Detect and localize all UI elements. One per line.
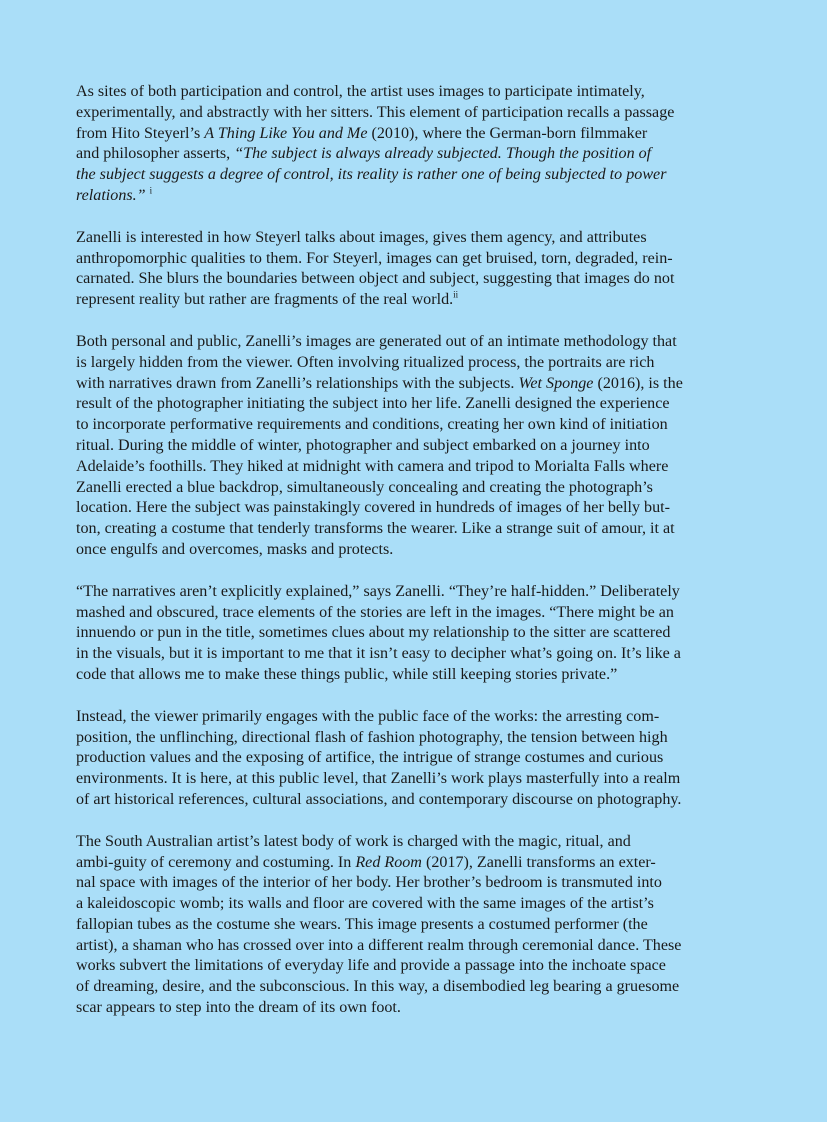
text-segment: (2010), where the German-born filmmaker <box>367 124 648 142</box>
text-segment: (2016), is the <box>593 374 683 392</box>
text-segment: from Hito Steyerl’s <box>76 124 205 142</box>
paragraph <box>76 582 766 686</box>
italic-text: Red Room <box>355 853 422 871</box>
text-segment: works subvert the limitations of everyday life and provide a passage into the inchoate space <box>76 957 666 975</box>
italic-text: “The subject is always already subjected. Though the position of <box>234 145 652 163</box>
text-line <box>76 977 766 998</box>
text-segment: mashed and obscured, trace elements of the stories are left in the images. “There might be an <box>76 603 674 621</box>
text-line <box>76 769 766 790</box>
text-segment: innuendo or pun in the title, sometimes clues about my relationship to the sitter are scattered <box>76 624 671 642</box>
text-segment: The South Australian artist’s latest body of work is charged with the magic, ritual, and <box>76 832 631 850</box>
text-segment: experimentally, and abstractly with her sitters. This element of participation recalls a passage <box>76 103 675 121</box>
text-segment: with narratives drawn from Zanelli’s relationships with the subjects. <box>76 374 519 392</box>
text-line <box>76 894 766 915</box>
text-segment: once engulfs and overcomes, masks and protects. <box>76 540 394 558</box>
paragraph <box>76 82 766 207</box>
paragraph <box>76 832 766 1019</box>
text-line <box>76 623 766 644</box>
text-segment: Zanelli erected a blue backdrop, simultaneously concealing and creating the photograph’s <box>76 478 653 496</box>
text-segment: “The narratives aren’t explicitly explained,” says Zanelli. “They’re half-hidden.” Deliberately <box>76 582 680 600</box>
text-segment: position, the unflinching, directional flash of fashion photography, the tension between high <box>76 728 668 746</box>
italic-text: relations.” <box>76 186 146 204</box>
text-segment: nal space with images of the interior of her body. Her brother’s bedroom is transmuted into <box>76 874 662 892</box>
italic-text: A Thing Like You and Me <box>204 124 368 142</box>
text-line <box>76 519 766 540</box>
text-line <box>76 956 766 977</box>
text-line <box>76 853 766 874</box>
italic-text: Wet Sponge <box>518 374 594 392</box>
text-segment: ambi-guity of ceremony and costuming. In <box>76 853 356 871</box>
italic-text: the subject suggests a degree of control, its reality is rather one of being subjected to power <box>76 166 667 184</box>
text-line <box>76 103 766 124</box>
text-segment: of dreaming, desire, and the subconscious. In this way, a disembodied leg bearing a gruesome <box>76 978 680 996</box>
text-segment: scar appears to step into the dream of its own foot. <box>76 999 401 1017</box>
text-segment: Zanelli is interested in how Steyerl talks about images, gives them agency, and attributes <box>76 228 647 246</box>
text-segment: carnated. She blurs the boundaries between object and subject, suggesting that images do not <box>76 270 675 288</box>
text-line <box>76 936 766 957</box>
text-line <box>76 228 766 249</box>
text-line <box>76 728 766 749</box>
text-line <box>76 748 766 769</box>
text-line <box>76 124 766 145</box>
text-segment: As sites of both participation and control, the artist uses images to participate intimately, <box>76 83 645 100</box>
text-segment: in the visuals, but it is important to me that it isn’t easy to decipher what’s going on. It’s like a <box>76 645 681 663</box>
text-line <box>76 790 766 811</box>
text-line <box>76 832 766 853</box>
text-segment: Both personal and public, Zanelli’s images are generated out of an intimate methodology that <box>76 332 677 350</box>
text-line <box>76 603 766 624</box>
text-segment: is largely hidden from the viewer. Often involving ritualized process, the portraits are rich <box>76 353 655 371</box>
text-line <box>76 394 766 415</box>
text-segment: Instead, the viewer primarily engages with the public face of the works: the arresting com- <box>76 707 660 725</box>
text-line <box>76 998 766 1019</box>
text-line <box>76 540 766 561</box>
text-line <box>76 436 766 457</box>
text-line <box>76 374 766 395</box>
text-line <box>76 915 766 936</box>
text-line <box>76 290 766 311</box>
document-body <box>76 82 766 1040</box>
text-segment: ton, creating a costume that tenderly transforms the wearer. Like a strange suit of amour, it at <box>76 520 675 538</box>
text-line <box>76 82 766 103</box>
text-segment: production values and the exposing of artifice, the intrigue of strange costumes and curious <box>76 749 664 767</box>
text-line <box>76 165 766 186</box>
text-segment: code that allows me to make these things public, while still keeping stories private.” <box>76 665 618 683</box>
text-line <box>76 582 766 603</box>
paragraph <box>76 707 766 811</box>
text-segment: (2017), Zanelli transforms an exter- <box>421 853 656 871</box>
text-segment: ritual. During the middle of winter, photographer and subject embarked on a journey into <box>76 436 650 454</box>
text-segment: anthropomorphic qualities to them. For Steyerl, images can get bruised, torn, degraded, rein- <box>76 249 673 267</box>
text-line <box>76 269 766 290</box>
text-line <box>76 873 766 894</box>
text-segment: a kaleidoscopic womb; its walls and floor are covered with the same images of the artist’s <box>76 895 654 913</box>
text-line <box>76 332 766 353</box>
text-line <box>76 457 766 478</box>
paragraph <box>76 332 766 561</box>
text-line <box>76 498 766 519</box>
text-segment: result of the photographer initiating the subject into her life. Zanelli designed the experience <box>76 395 670 413</box>
text-line <box>76 144 766 165</box>
text-segment: of art historical references, cultural associations, and contemporary discourse on photography. <box>76 790 682 808</box>
text-segment: Adelaide’s foothills. They hiked at midnight with camera and tripod to Morialta Falls where <box>76 457 669 475</box>
text-segment: environments. It is here, at this public level, that Zanelli’s work plays masterfully into a realm <box>76 770 681 788</box>
text-segment: artist), a shaman who has crossed over into a different realm through ceremonial dance. These <box>76 936 682 954</box>
text-line <box>76 644 766 665</box>
text-line <box>76 478 766 499</box>
text-line <box>76 249 766 270</box>
text-segment: location. Here the subject was painstakingly covered in hundreds of images of her belly but- <box>76 499 670 517</box>
text-segment: represent reality but rather are fragments of the real world. <box>76 291 454 309</box>
text-line <box>76 186 766 207</box>
text-line <box>76 415 766 436</box>
text-line <box>76 353 766 374</box>
footnote-marker: i <box>149 185 153 196</box>
text-line <box>76 665 766 686</box>
text-segment: and philosopher asserts, <box>76 145 235 163</box>
paragraph <box>76 228 766 311</box>
footnote-marker: ii <box>453 289 459 300</box>
text-segment: to incorporate performative requirements and conditions, creating her own kind of initiation <box>76 416 668 434</box>
text-line <box>76 707 766 728</box>
text-segment: fallopian tubes as the costume she wears. This image presents a costumed performer (the <box>76 915 648 933</box>
